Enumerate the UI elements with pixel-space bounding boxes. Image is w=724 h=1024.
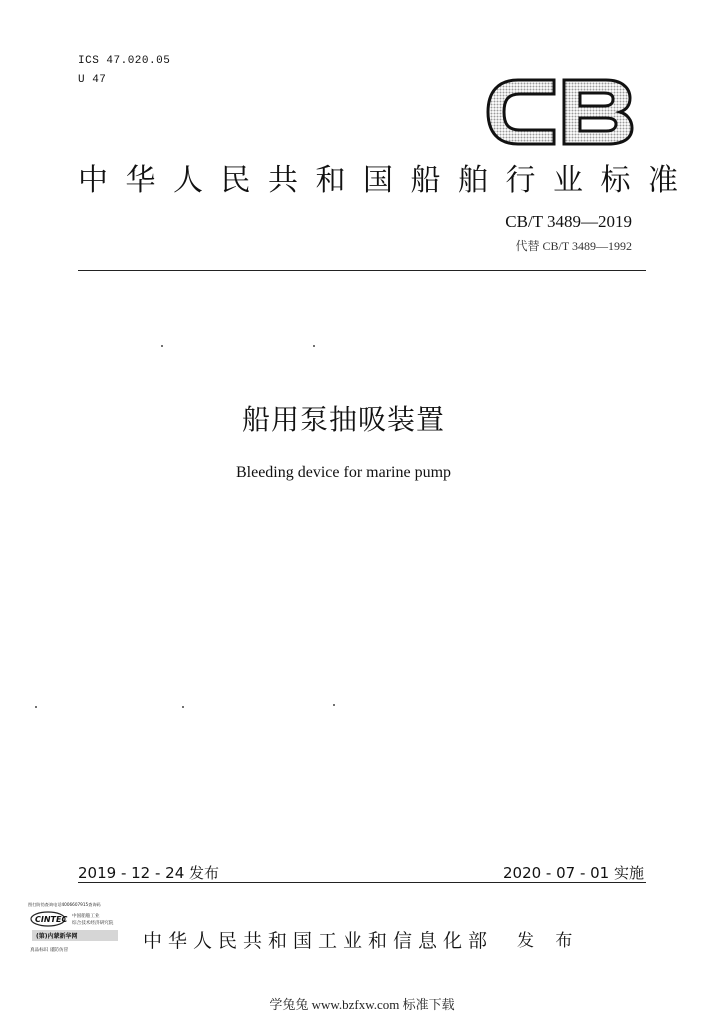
replaces-standard: 代替 CB/T 3489—1992 [515,239,632,253]
publish-label: 发 布 [517,931,581,951]
implementation-date: 2020 - 07 - 01 实施 [502,864,644,882]
scan-speck [313,345,315,347]
document-title-english: Bleeding device for marine pump [235,464,452,481]
footer-watermark-text: 学兔兔 www.bzfxw.com 标准下载 [269,997,455,1012]
stamp-line-1: 图打防伪查询电话4006607915查询码 [28,902,101,907]
standard-number: CB/T 3489—2019 [505,212,632,231]
bottom-divider [78,882,646,883]
stamp-line-2: 中国船舶工业 [72,914,100,919]
scan-speck [182,706,184,708]
cb-logo [484,76,634,148]
document-title-chinese: 船用泵抽吸装置 [241,403,445,436]
organization-title: 中华人民共和国船舶行业标准 [78,163,696,198]
scan-speck [161,345,163,347]
issue-date: 2019 - 12 - 24 发布 [78,864,220,882]
classification-code: U 47 [78,74,107,86]
stamp-line-5: 真品标识 谨防仿冒 [30,948,69,953]
stamp-line-3: 综合技术经济研究院 [72,921,114,926]
top-divider [78,270,646,271]
ics-code: ICS 47.020.05 [78,55,171,67]
publishing-ministry: 中华人民共和国工业和信息化部 [143,930,494,952]
scan-speck [35,706,37,708]
stamp-line-4: (第)内蒙新华网 [36,933,78,940]
scan-speck [333,704,335,706]
stamp-brand: CINTEC [35,915,68,924]
anti-counterfeit-stamp [26,899,126,959]
